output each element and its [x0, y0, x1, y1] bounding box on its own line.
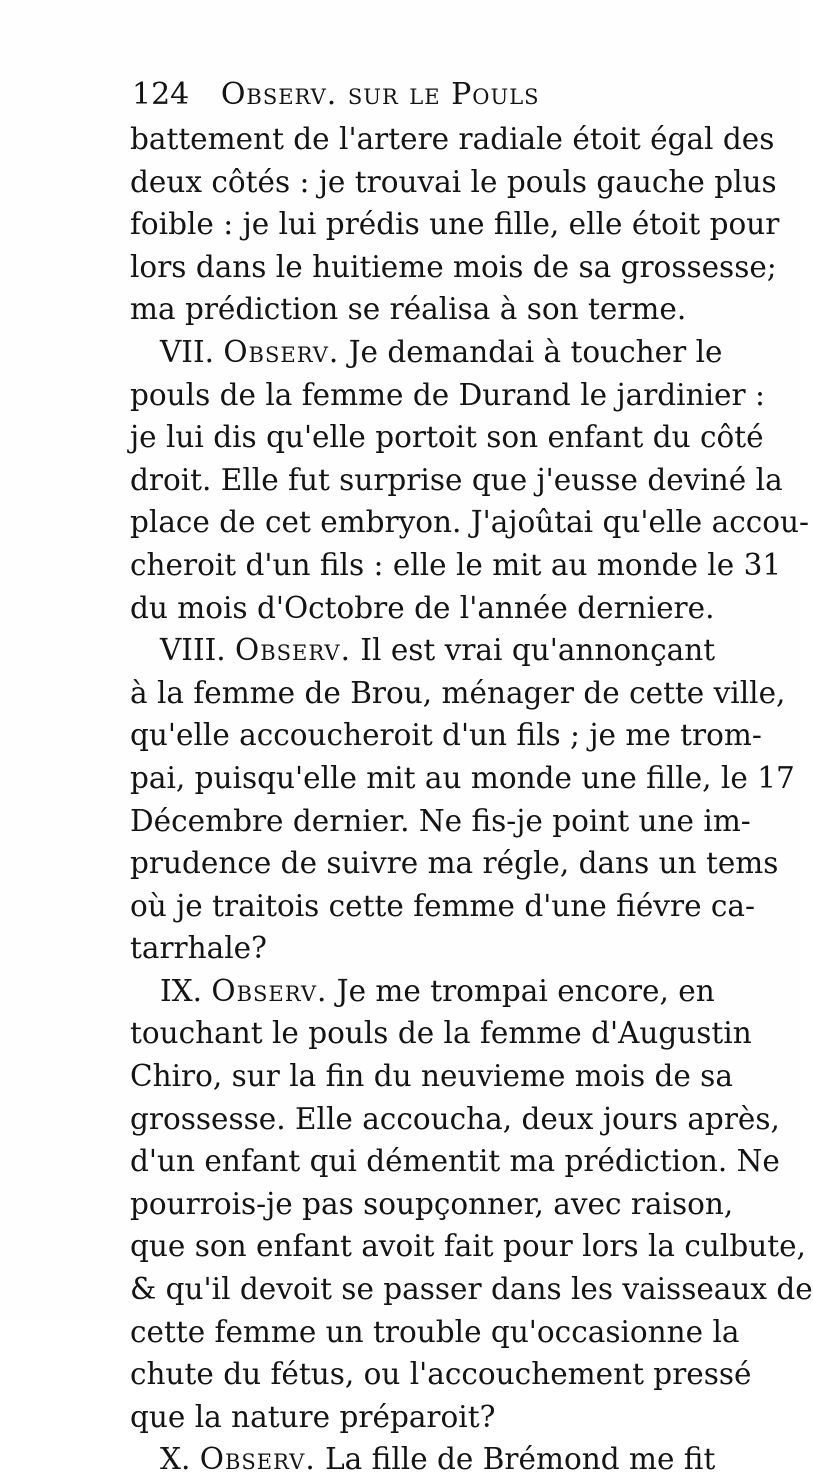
text-line — [130, 118, 775, 161]
line-text: La fille de Brémond me fit — [315, 1442, 716, 1477]
observation-number: X. — [160, 1442, 200, 1477]
line-text: Il est vrai qu'annonçant — [350, 633, 716, 668]
line-text: chute du fétus, ou l'accouchement pressé — [130, 1357, 752, 1392]
text-line — [130, 1098, 780, 1141]
observation-label: Observ. — [223, 334, 340, 369]
line-text: pouls de la femme de Durand le jardinier : — [130, 377, 765, 412]
observation-label: Observ. — [199, 1442, 316, 1477]
text-line — [130, 374, 765, 417]
line-text: place de cet embryon. J'ajoûtai qu'elle accou- — [130, 505, 809, 540]
page-number: 124 — [132, 77, 190, 112]
text-line — [130, 1396, 675, 1439]
line-text: à la femme de Brou, ménager de cette ville, — [130, 675, 786, 710]
observation-number: VII. — [160, 334, 224, 369]
text-line — [130, 1183, 734, 1226]
line-text: je lui dis qu'elle portoit son enfant du côté — [130, 420, 764, 455]
text-line — [130, 459, 783, 502]
line-text: Chiro, sur la fin du neuvieme mois de sa — [130, 1059, 733, 1094]
line-text: ma prédiction se réalisa à son terme. — [130, 292, 687, 327]
text-line — [130, 800, 751, 843]
line-text: d'un enfant qui démentit ma prédiction. Ne — [130, 1144, 780, 1179]
line-text: touchant le pouls de la femme d'Augustin — [130, 1016, 752, 1051]
text-line — [130, 1311, 740, 1354]
text-line — [130, 970, 715, 1013]
text-line — [130, 501, 809, 544]
line-text: que son enfant avoit fait pour lors la culbute, — [130, 1229, 806, 1264]
text-line — [130, 203, 780, 246]
text-line — [130, 1140, 780, 1183]
text-line — [130, 1268, 813, 1311]
line-text: tarrhale? — [130, 931, 267, 966]
line-text: qu'elle accoucheroit d'un fils ; je me trom- — [130, 718, 762, 753]
line-text: Je me trompai encore, en — [327, 973, 715, 1008]
line-text: & qu'il devoit se passer dans les vaisseaux de — [130, 1272, 813, 1307]
text-line — [130, 1225, 806, 1268]
text-line — [130, 672, 786, 715]
line-text: cheroit d'un fils : elle le mit au monde le 31 — [130, 547, 782, 582]
text-line — [130, 927, 675, 970]
line-text: prudence de suivre ma régle, dans un tems — [130, 846, 779, 881]
line-text: où je traitois cette femme d'une fiévre ca- — [130, 888, 755, 923]
text-line — [130, 416, 764, 459]
line-text: battement de l'artere radiale étoit égal des — [130, 122, 775, 156]
text-line — [130, 842, 779, 885]
text-line — [130, 757, 795, 800]
line-text: Je demandai à toucher le — [339, 334, 723, 369]
line-text: lors dans le huitieme mois de sa grossesse; — [130, 249, 777, 284]
line-text: du mois d'Octobre de l'année derniere. — [130, 590, 715, 625]
text-line — [130, 288, 687, 331]
line-text: foible : je lui prédis une fille, elle étoit pour — [130, 207, 780, 242]
line-text: Décembre dernier. Ne fis-je point une im- — [130, 803, 751, 838]
body-text — [130, 118, 813, 1481]
text-line — [130, 1353, 752, 1396]
text-line — [130, 1438, 716, 1481]
line-text: cette femme un trouble qu'occasionne la — [130, 1314, 740, 1349]
line-text: pai, puisqu'elle mit au monde une fille, le 17 — [130, 760, 795, 795]
observation-label: Observ. — [235, 633, 351, 668]
text-line — [130, 544, 782, 587]
text-line — [130, 331, 723, 374]
text-line — [130, 714, 762, 757]
line-text: droit. Elle fut surprise que j'eusse deviné la — [130, 462, 783, 497]
observation-number: VIII. — [160, 633, 236, 668]
text-line — [130, 1012, 752, 1055]
line-text: deux côtés : je trouvai le pouls gauche plus — [130, 164, 777, 199]
text-line — [130, 587, 715, 630]
line-text: pourrois-je pas soupçonner, avec raison, — [130, 1186, 734, 1221]
text-line — [130, 629, 716, 672]
page-header — [132, 70, 692, 120]
observation-label: Observ. — [211, 973, 328, 1008]
line-text: que la nature préparoit? — [130, 1399, 496, 1434]
running-title: Observ. sur le Pouls — [220, 77, 540, 112]
line-text: grossesse. Elle accoucha, deux jours après, — [130, 1101, 780, 1136]
text-line — [130, 246, 777, 289]
text-line — [130, 1055, 733, 1098]
text-line — [130, 885, 755, 928]
observation-number: IX. — [160, 973, 212, 1008]
text-line — [130, 161, 777, 204]
